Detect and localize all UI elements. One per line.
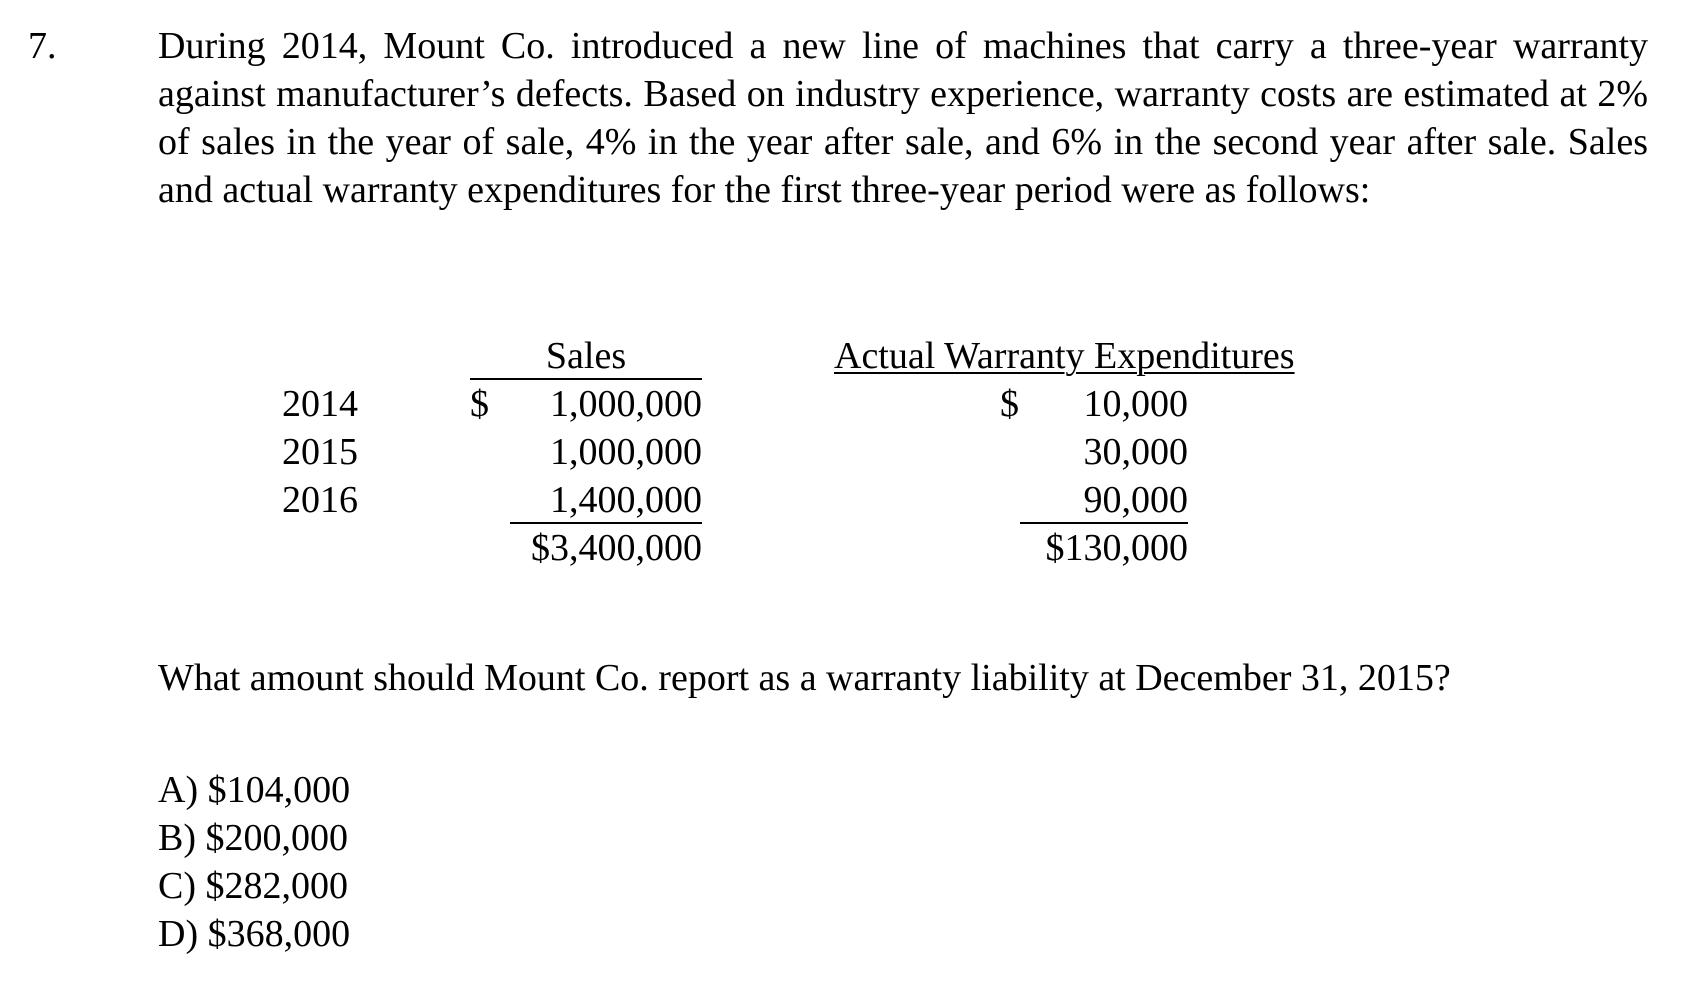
- warranty-header-row: [834, 332, 1354, 380]
- warranty-row-2016: [834, 476, 1354, 524]
- choice-c[interactable]: [158, 862, 350, 910]
- choice-d-value: $368,000: [207, 913, 351, 955]
- sales-total: $3,400,000: [531, 527, 702, 569]
- question-number: 7.: [28, 25, 57, 67]
- warranty-row-2015: [834, 428, 1354, 476]
- choice-c-value: $282,000: [205, 865, 348, 907]
- warranty-dollar-sign: $: [1000, 383, 1019, 425]
- warranty-value-2015: 30,000: [1083, 431, 1188, 473]
- year-column: [282, 380, 358, 524]
- sales-row-2015: [470, 428, 702, 476]
- sales-total-row: [470, 524, 702, 572]
- warranty-total: $130,000: [1045, 527, 1188, 569]
- choice-d[interactable]: [158, 910, 350, 958]
- year-2014: 2014: [282, 383, 358, 425]
- sales-row-2014: [470, 380, 702, 428]
- choice-c-label: C): [158, 865, 196, 907]
- warranty-column: [834, 332, 1354, 572]
- year-2016: 2016: [282, 479, 358, 521]
- sales-row-2016: [470, 476, 702, 524]
- sales-value-2016: 1,400,000: [550, 479, 702, 521]
- sales-header: Sales: [470, 332, 702, 380]
- warranty-header: Actual Warranty Expenditures: [834, 335, 1295, 377]
- choice-b[interactable]: [158, 814, 350, 862]
- choice-d-label: D): [158, 913, 199, 955]
- question-prompt: What amount should Mount Co. report as a warranty liability at December 31, 2015?: [158, 657, 1451, 699]
- sales-value-2015: 1,000,000: [550, 431, 702, 473]
- year-2015: 2015: [282, 431, 358, 473]
- sales-value-2014: 1,000,000: [550, 383, 702, 425]
- choice-b-value: $200,000: [205, 817, 348, 859]
- warranty-value-2016: 90,000: [1083, 479, 1188, 521]
- warranty-value-2014: 10,000: [1083, 383, 1188, 425]
- choice-b-label: B): [158, 817, 196, 859]
- question-stem: During 2014, Mount Co. introduced a new line of machines that carry a three-year warranty against manufacturer’s defects. Based on industry experience, warranty costs are estimated at 2% of sales in the year of sale, 4% in the year after sale, and 6% in the second year after sale. Sales and actual warranty expenditures for the first three-year period were as follows:: [158, 25, 1648, 211]
- answer-choices: [158, 766, 350, 958]
- warranty-total-row: [834, 524, 1354, 572]
- sales-dollar-sign: $: [470, 383, 489, 425]
- choice-a[interactable]: [158, 766, 350, 814]
- choice-a-value: $104,000: [207, 769, 351, 811]
- choice-a-label: A): [158, 769, 199, 811]
- warranty-row-2014: [834, 380, 1354, 428]
- sales-column: [470, 332, 702, 572]
